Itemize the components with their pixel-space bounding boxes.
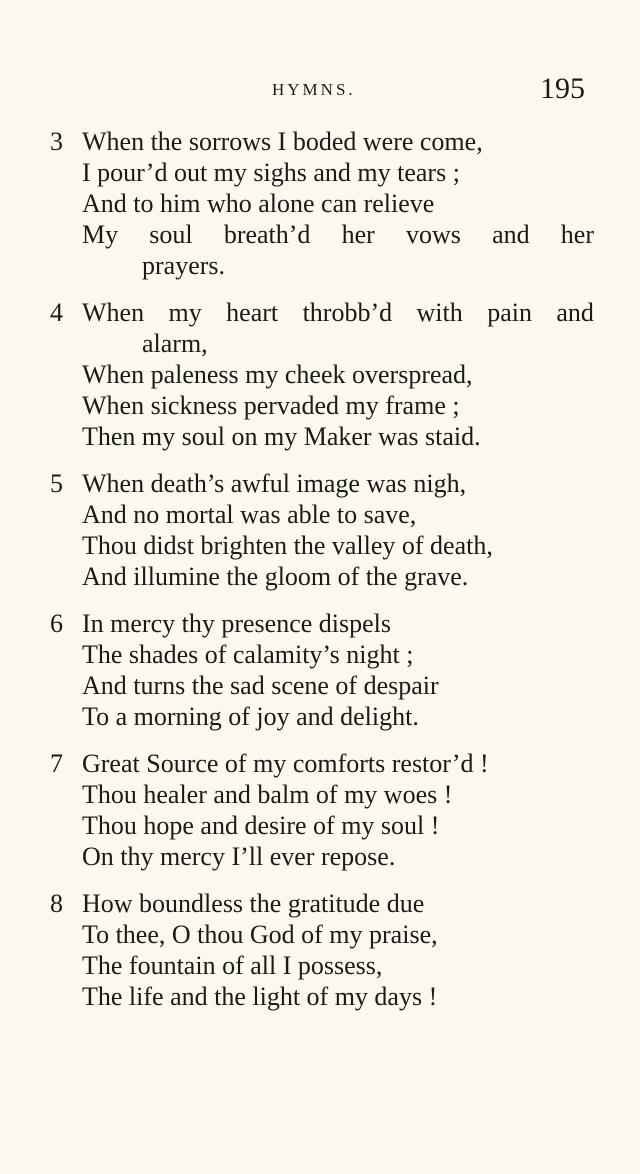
verse-line: I pour’d out my sighs and my tears ; xyxy=(82,158,460,187)
verse-line: And illumine the gloom of the grave. xyxy=(82,562,469,591)
verse-line: And no mortal was able to save, xyxy=(82,500,417,529)
word: and xyxy=(556,298,594,327)
verse-line xyxy=(82,297,594,328)
verse-line xyxy=(82,219,594,250)
verse-line: On thy mercy I’ll ever repose. xyxy=(82,842,396,871)
verse-line: In mercy thy presence dispels xyxy=(82,609,392,638)
stanza-number: 4 xyxy=(50,298,63,327)
stanza-number: 3 xyxy=(50,127,63,156)
hymn-text xyxy=(0,126,640,1028)
verse-line: And to him who alone can relieve xyxy=(82,189,435,218)
word: vows xyxy=(405,220,461,249)
word: throbb’d xyxy=(302,298,393,327)
verse-line: And turns the sad scene of despair xyxy=(82,671,439,700)
word: my xyxy=(168,298,202,327)
verse-line: When paleness my cheek overspread, xyxy=(82,360,473,389)
word: breath’d xyxy=(223,220,311,249)
stanza-number: 5 xyxy=(50,469,63,498)
verse-line: The life and the light of my days ! xyxy=(82,982,438,1011)
stanza-3 xyxy=(0,126,640,281)
stanza-5 xyxy=(0,468,640,592)
word: When xyxy=(82,298,145,327)
word: and xyxy=(492,220,530,249)
verse-line-continuation: prayers. xyxy=(142,251,226,280)
stanza-number: 8 xyxy=(50,889,63,918)
stanza-number: 7 xyxy=(50,749,63,778)
verse-line: The shades of calamity’s night ; xyxy=(82,640,414,669)
stanza-6 xyxy=(0,608,640,732)
stanza-4 xyxy=(0,297,640,452)
verse-line: Thou healer and balm of my woes ! xyxy=(82,780,453,809)
verse-line-continuation: alarm, xyxy=(142,329,208,358)
verse-line: When death’s awful image was nigh, xyxy=(82,469,467,498)
verse-line: When sickness pervaded my frame ; xyxy=(82,391,460,420)
word: soul xyxy=(149,220,193,249)
word: pain xyxy=(487,298,532,327)
running-head xyxy=(0,74,640,108)
page-number: 195 xyxy=(540,72,585,105)
verse-line: The fountain of all I possess, xyxy=(82,951,383,980)
word: heart xyxy=(226,298,279,327)
verse-line: Thou didst brighten the valley of death, xyxy=(82,531,493,560)
verse-line: To thee, O thou God of my praise, xyxy=(82,920,438,949)
word: My xyxy=(82,220,119,249)
word: her xyxy=(341,220,375,249)
verse-line: Then my soul on my Maker was staid. xyxy=(82,422,481,451)
word: her xyxy=(560,220,594,249)
verse-line: Great Source of my comforts restor’d ! xyxy=(82,749,489,778)
verse-line: How boundless the gratitude due xyxy=(82,889,425,918)
word: with xyxy=(416,298,463,327)
verse-line: When the sorrows I boded were come, xyxy=(82,127,483,156)
stanza-8 xyxy=(0,888,640,1012)
running-head-title: HYMNS. xyxy=(272,80,356,99)
stanza-7 xyxy=(0,748,640,872)
stanza-number: 6 xyxy=(50,609,63,638)
verse-line: Thou hope and desire of my soul ! xyxy=(82,811,440,840)
verse-line: To a morning of joy and delight. xyxy=(82,702,419,731)
